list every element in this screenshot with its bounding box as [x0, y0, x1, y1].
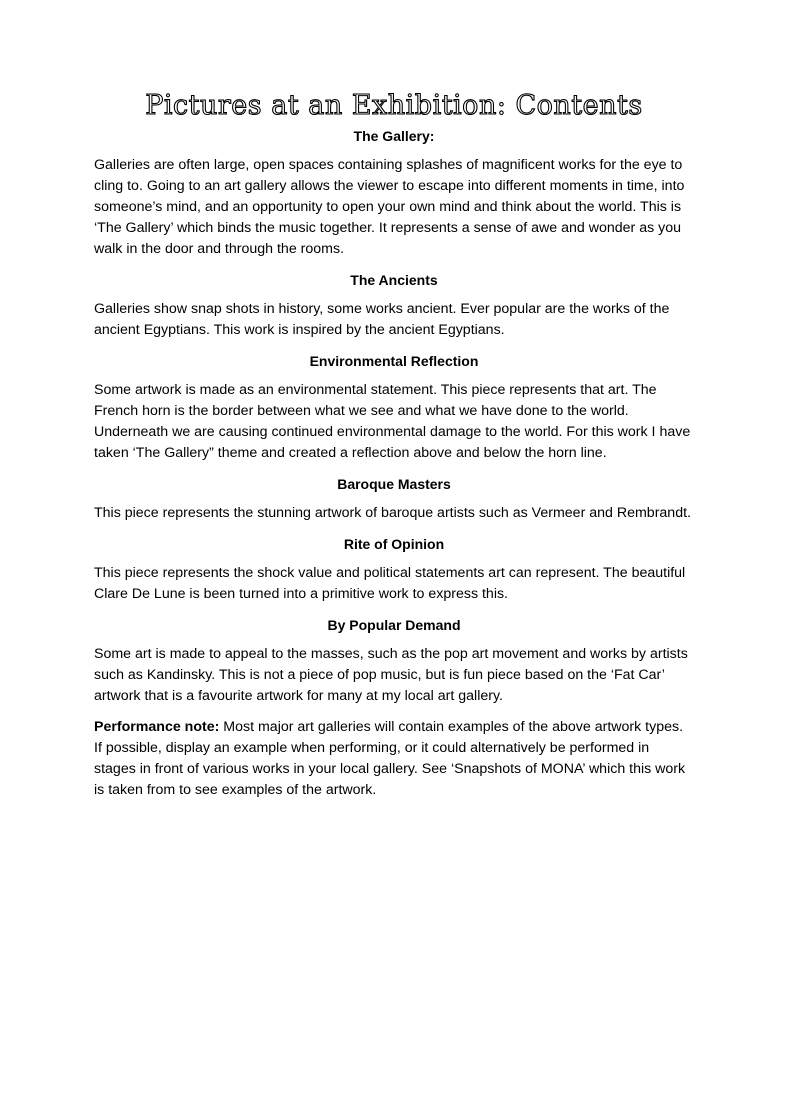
section-heading-environmental-reflection: Environmental Reflection: [309, 353, 479, 369]
section-heading-the-ancients: The Ancients: [350, 272, 438, 288]
performance-note-text: Most major art galleries will contain examples of the above artwork types. If possible, display an example when performing, or it could alternatively be performed in stages in front of various works in your local gallery. See ‘Snapshots of MONA’ which this work is taken from to see examples of the artwork.: [94, 719, 686, 798]
section-body-by-popular-demand: Some art is made to appeal to the masses, such as the pop art movement and works by artists such as Kandinsky. This is not a piece of pop music, but is fun piece based on the ‘Fat Car’ artwork that is a favourite artwork for many at my local art gallery.: [94, 646, 688, 704]
performance-note-label: Performance note:: [94, 719, 220, 735]
section-body-the-gallery: Galleries are often large, open spaces containing splashes of magnificent works for the eye to cling to. Going to an art gallery allows the viewer to escape into different moments in time, into someone’s mind, and an opportunity to open your own mind and think about the world. This is ‘The Gallery’ which binds the music together. It represents a sense of awe and wonder as you walk in the door and through the rooms.: [94, 157, 685, 257]
performance-note: [94, 717, 694, 801]
section-body-the-ancients: Galleries show snap shots in history, some works ancient. Ever popular are the works of the ancient Egyptians. This work is inspired by the ancient Egyptians.: [94, 301, 670, 338]
section-heading-the-gallery: The Gallery:: [353, 128, 435, 144]
section-body-rite-of-opinion: This piece represents the shock value and political statements art can represent. The beautiful Clare De Lune is been turned into a primitive work to express this.: [94, 565, 686, 602]
section-heading-by-popular-demand: By Popular Demand: [327, 617, 461, 633]
section-body-environmental-reflection: Some artwork is made as an environmental statement. This piece represents that art. The French horn is the border between what we see and what we have done to the world. Underneath we are causing continued environmental damage to the world. For this work I have taken ‘The Gallery” theme and created a reflection above and below the horn line.: [94, 382, 691, 461]
section-heading-rite-of-opinion: Rite of Opinion: [343, 536, 445, 552]
section-heading-baroque-masters: Baroque Masters: [337, 476, 451, 492]
document-page: [94, 88, 694, 811]
document-title: Pictures at an Exhibition: Contents: [145, 90, 643, 121]
section-body-baroque-masters: This piece represents the stunning artwork of baroque artists such as Vermeer and Rembrandt.: [94, 505, 691, 521]
